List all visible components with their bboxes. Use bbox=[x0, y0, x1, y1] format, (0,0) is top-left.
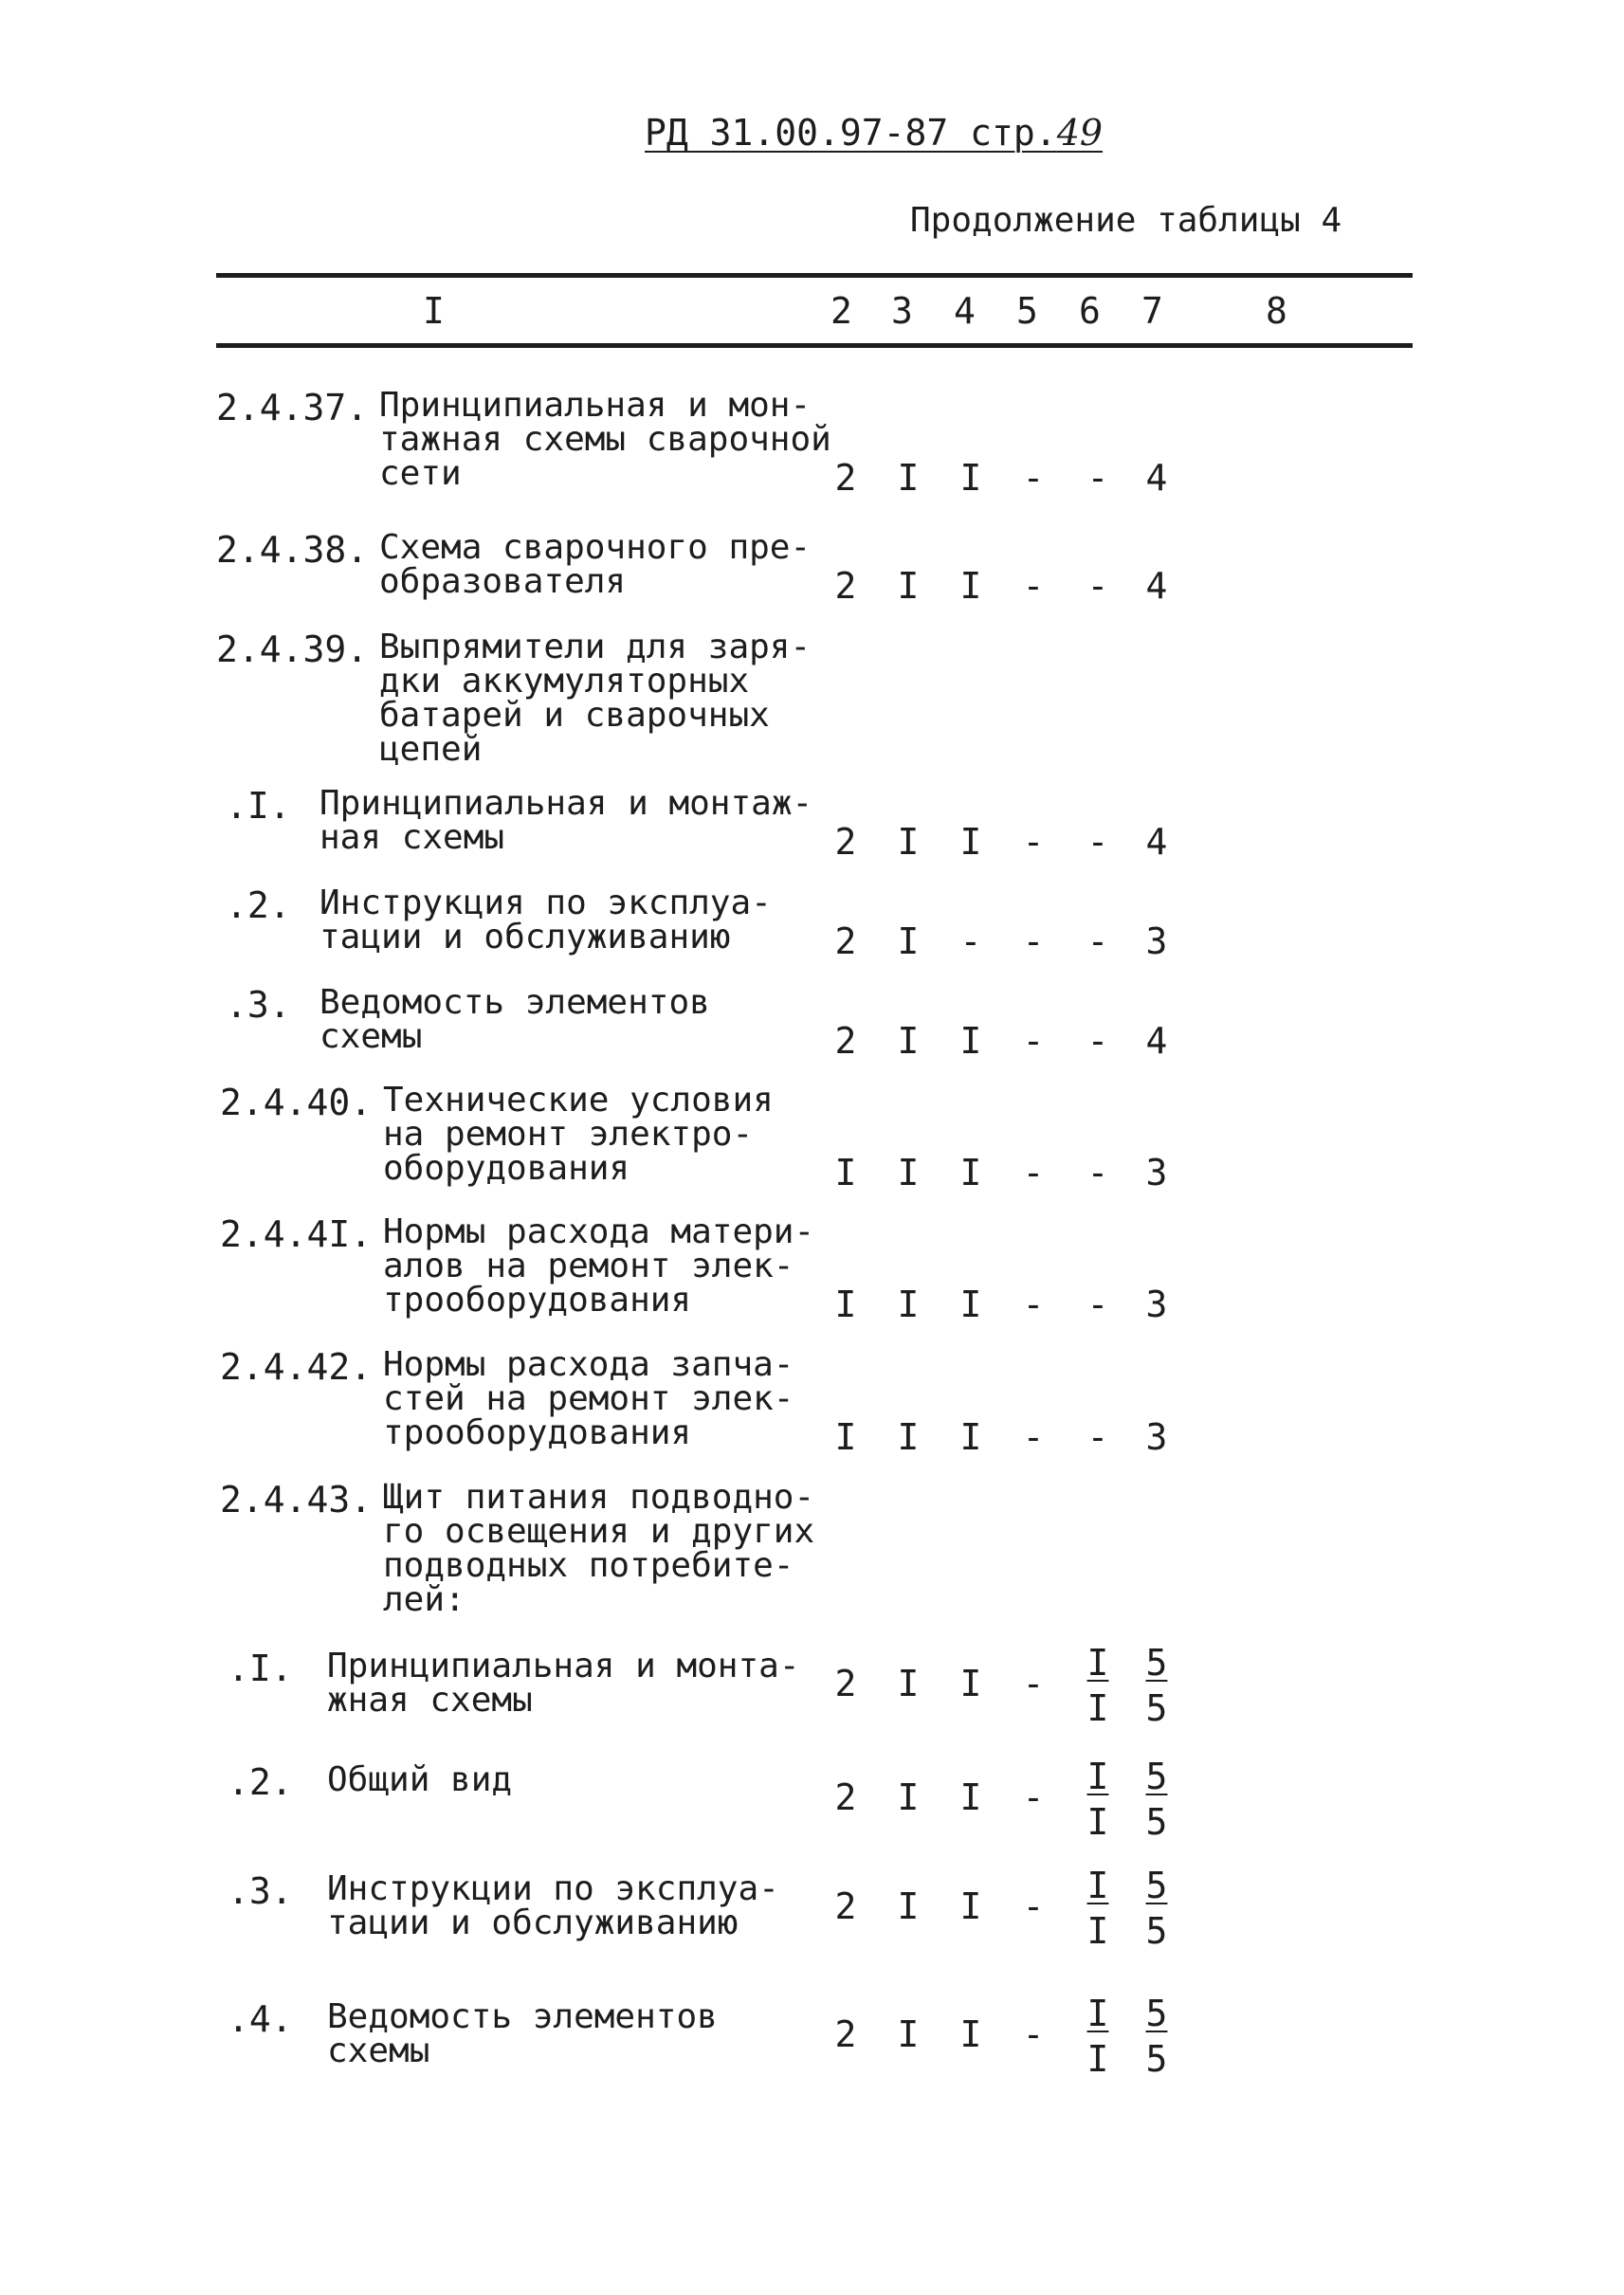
fraction-numerator: 5 bbox=[1145, 1865, 1168, 1906]
row-value: I bbox=[897, 2013, 920, 2055]
fraction-denominator: 5 bbox=[1145, 1687, 1168, 1729]
row-description: Схема сварочного пре- образователя bbox=[379, 528, 812, 601]
row-value: I bbox=[897, 920, 920, 962]
row-code: 2.4.42. bbox=[220, 1346, 373, 1388]
row-description: Принципиальная и мон- тажная схемы сварочной сети bbox=[379, 386, 831, 493]
row-code: 2.4.40. bbox=[220, 1082, 373, 1123]
row-code: .2. bbox=[228, 1761, 293, 1803]
row-value: - bbox=[1086, 457, 1109, 499]
row-code: .3. bbox=[226, 984, 291, 1026]
column-header: 7 bbox=[1141, 290, 1163, 332]
row-code: 2.4.39. bbox=[216, 628, 369, 670]
row-value: - bbox=[1022, 457, 1045, 499]
row-value: 4 bbox=[1145, 1020, 1168, 1062]
row-value: - bbox=[1022, 2013, 1045, 2055]
table-header-rule bbox=[216, 343, 1413, 348]
row-value: - bbox=[1086, 821, 1109, 863]
fraction-denominator: 5 bbox=[1145, 1801, 1168, 1843]
row-value: I bbox=[959, 457, 982, 499]
column-header: 3 bbox=[891, 290, 913, 332]
row-value: 2 bbox=[834, 821, 857, 863]
fraction-numerator: I bbox=[1086, 1756, 1109, 1797]
row-value: I bbox=[834, 1416, 857, 1458]
row-value: - bbox=[1086, 1020, 1109, 1062]
row-description: Инструкция по эксплуа- тации и обслуживанию bbox=[319, 883, 772, 956]
row-description: Инструкции по эксплуа- тации и обслуживанию bbox=[327, 1869, 779, 1942]
row-value: 3 bbox=[1145, 920, 1168, 962]
row-value: I bbox=[897, 1776, 920, 1818]
row-value: I bbox=[897, 457, 920, 499]
row-value: 2 bbox=[834, 1663, 857, 1704]
row-value: I bbox=[959, 1284, 982, 1325]
column-header: 4 bbox=[954, 290, 976, 332]
row-fraction-value bbox=[1138, 1863, 1176, 1954]
row-value: - bbox=[1022, 920, 1045, 962]
column-header: I bbox=[423, 290, 445, 332]
row-value: I bbox=[959, 821, 982, 863]
fraction-denominator: I bbox=[1086, 1687, 1109, 1729]
page-number: 49 bbox=[1056, 112, 1104, 154]
row-value: I bbox=[834, 1284, 857, 1325]
fraction-numerator: 5 bbox=[1145, 1756, 1168, 1797]
row-description: Принципиальная и монта- жная схемы bbox=[327, 1647, 800, 1720]
column-header: 2 bbox=[830, 290, 852, 332]
row-value: 2 bbox=[834, 1020, 857, 1062]
row-code: .I. bbox=[228, 1648, 293, 1689]
row-value: 2 bbox=[834, 565, 857, 607]
row-value: I bbox=[959, 1416, 982, 1458]
document-header bbox=[645, 112, 1103, 154]
row-value: - bbox=[1086, 920, 1109, 962]
row-fraction-value bbox=[1079, 1754, 1117, 1845]
fraction-denominator: I bbox=[1086, 2038, 1109, 2080]
row-code: 2.4.4I. bbox=[220, 1213, 373, 1255]
fraction-numerator: I bbox=[1086, 1642, 1109, 1684]
fraction-numerator: 5 bbox=[1145, 1642, 1168, 1684]
row-fraction-value bbox=[1079, 1640, 1117, 1731]
row-value: 3 bbox=[1145, 1152, 1168, 1193]
row-value: I bbox=[897, 1416, 920, 1458]
document-code: РД 31.00.97-87 стр. bbox=[645, 112, 1057, 154]
fraction-denominator: I bbox=[1086, 1801, 1109, 1843]
row-value: I bbox=[897, 1152, 920, 1193]
row-value: - bbox=[1022, 1885, 1045, 1927]
row-code: .I. bbox=[226, 785, 291, 827]
row-value: 2 bbox=[834, 1776, 857, 1818]
row-code: .2. bbox=[226, 884, 291, 926]
row-value: - bbox=[1086, 1284, 1109, 1325]
fraction-numerator: I bbox=[1086, 1993, 1109, 2034]
table-continuation-label: Продолжение таблицы 4 bbox=[910, 201, 1342, 240]
row-description: Технические условия на ремонт электро- оборудования bbox=[383, 1081, 774, 1188]
column-header: 8 bbox=[1266, 290, 1287, 332]
column-header: 5 bbox=[1016, 290, 1038, 332]
row-code: 2.4.38. bbox=[216, 529, 369, 571]
row-value: I bbox=[897, 1663, 920, 1704]
row-value: 2 bbox=[834, 457, 857, 499]
row-value: - bbox=[1022, 821, 1045, 863]
row-value: I bbox=[897, 1020, 920, 1062]
row-value: I bbox=[834, 1152, 857, 1193]
row-value: I bbox=[959, 2013, 982, 2055]
fraction-denominator: 5 bbox=[1145, 1910, 1168, 1952]
row-fraction-value bbox=[1138, 1640, 1176, 1731]
row-value: I bbox=[959, 1152, 982, 1193]
row-code: .4. bbox=[228, 1998, 293, 2040]
row-value: - bbox=[1022, 1416, 1045, 1458]
row-value: 4 bbox=[1145, 565, 1168, 607]
row-value: I bbox=[959, 1885, 982, 1927]
row-code: .3. bbox=[228, 1870, 293, 1912]
row-description: Общий вид bbox=[327, 1760, 513, 1799]
row-fraction-value bbox=[1079, 1991, 1117, 2082]
row-value: I bbox=[897, 821, 920, 863]
row-fraction-value bbox=[1138, 1754, 1176, 1845]
row-value: - bbox=[1022, 1663, 1045, 1704]
row-value: - bbox=[1086, 1152, 1109, 1193]
row-code: 2.4.43. bbox=[220, 1479, 373, 1521]
row-value: I bbox=[897, 1885, 920, 1927]
row-value: 4 bbox=[1145, 457, 1168, 499]
column-header: 6 bbox=[1079, 290, 1101, 332]
row-value: - bbox=[1022, 1020, 1045, 1062]
row-value: I bbox=[897, 1284, 920, 1325]
fraction-denominator: 5 bbox=[1145, 2038, 1168, 2080]
row-description: Принципиальная и монтаж- ная схемы bbox=[319, 784, 813, 857]
row-description: Выпрямители для заря- дки аккумуляторных батарей и сварочных цепей bbox=[379, 628, 812, 769]
table-top-rule bbox=[216, 273, 1413, 278]
row-value: 2 bbox=[834, 2013, 857, 2055]
row-description: Ведомость элементов схемы bbox=[327, 1997, 718, 2070]
row-value: - bbox=[959, 920, 982, 962]
row-value: I bbox=[959, 1663, 982, 1704]
row-code: 2.4.37. bbox=[216, 387, 369, 428]
row-fraction-value bbox=[1079, 1863, 1117, 1954]
row-value: I bbox=[959, 1020, 982, 1062]
row-value: 3 bbox=[1145, 1416, 1168, 1458]
row-value: - bbox=[1022, 1152, 1045, 1193]
row-value: - bbox=[1022, 1776, 1045, 1818]
row-fraction-value bbox=[1138, 1991, 1176, 2082]
fraction-numerator: 5 bbox=[1145, 1993, 1168, 2034]
row-value: 3 bbox=[1145, 1284, 1168, 1325]
fraction-numerator: I bbox=[1086, 1865, 1109, 1906]
row-value: I bbox=[959, 565, 982, 607]
row-value: 4 bbox=[1145, 821, 1168, 863]
row-value: 2 bbox=[834, 1885, 857, 1927]
row-value: - bbox=[1022, 1284, 1045, 1325]
row-value: - bbox=[1022, 565, 1045, 607]
row-value: 2 bbox=[834, 920, 857, 962]
row-description: Ведомость элементов схемы bbox=[319, 983, 710, 1056]
row-value: I bbox=[959, 1776, 982, 1818]
row-description: Нормы расхода запча- стей на ремонт элек- трооборудования bbox=[383, 1345, 794, 1452]
row-description: Щит питания подводно- го освещения и других подводных потребите- лей: bbox=[383, 1478, 815, 1619]
row-value: I bbox=[897, 565, 920, 607]
row-description: Нормы расхода матери- алов на ремонт элек- трооборудования bbox=[383, 1212, 815, 1320]
row-value: - bbox=[1086, 1416, 1109, 1458]
row-value: - bbox=[1086, 565, 1109, 607]
fraction-denominator: I bbox=[1086, 1910, 1109, 1952]
